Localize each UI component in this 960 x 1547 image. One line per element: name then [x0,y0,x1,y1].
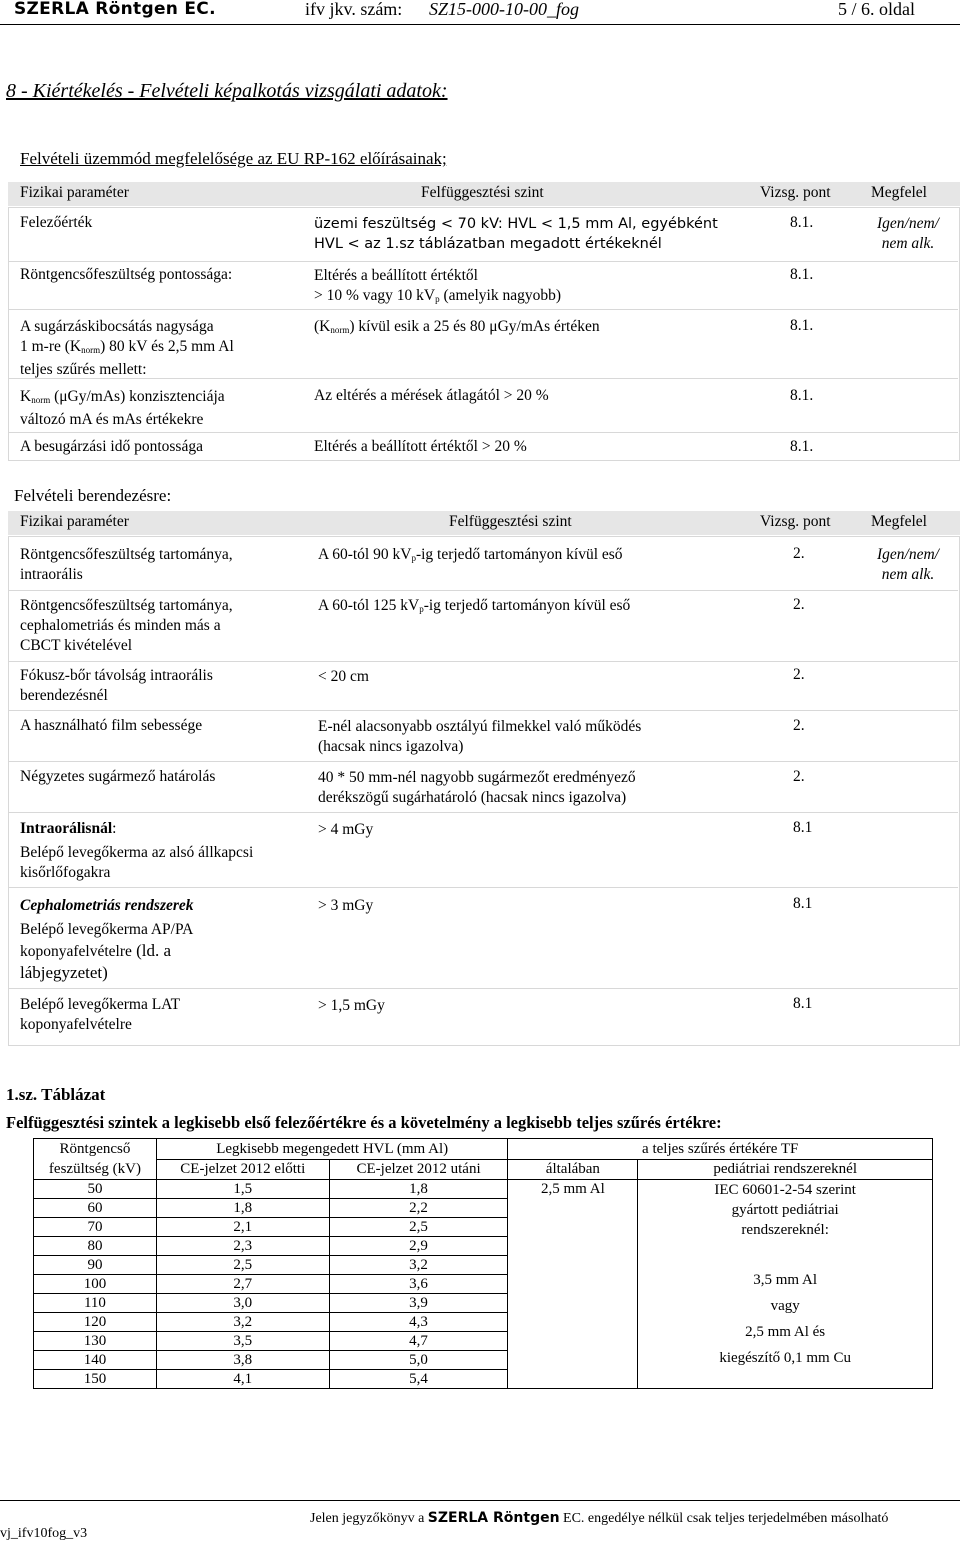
param-line [20,387,225,410]
table-body [34,1180,933,1389]
hvl-header: Legkisebb megengedett HVL (mm Al) [156,1139,508,1160]
table-row [34,1180,933,1199]
param-line: teljes szűrés mellett: [20,361,147,378]
header-threshold: Felfüggesztési szint [421,184,544,201]
header-ok: Megfelel [871,513,927,530]
param-cell: A besugárzási idő pontossága [20,438,203,455]
table-cell: 1,8 [156,1199,329,1218]
table-cell: 5,4 [329,1370,508,1389]
table-cell: 120 [34,1313,157,1332]
pediatric-line: vagy [770,1298,800,1314]
threshold-text: HVL < az 1. [314,236,400,252]
param-line: Belépő levegőkerma AP/PA [20,921,194,938]
threshold-cell [314,266,561,309]
table2-row-rule [8,761,958,762]
ok-cell [860,214,956,254]
table2-row-rule [8,812,958,813]
table-cell: 3,8 [156,1351,329,1370]
table-cell: 1,5 [156,1180,329,1199]
threshold-line: E-nél alacsonyabb osztályú filmekkel való működés [318,718,642,735]
pediatric-filter-value [638,1180,933,1389]
ok-line: nem alk. [881,235,935,252]
threshold-text: ) kívül esik a 25 és 80 μGy/mAs értéken [349,318,600,335]
param-cell [20,819,253,883]
table-cell: 2,5 [156,1256,329,1275]
subscript: p [411,553,416,563]
threshold-text: -ig terjedő tartományon kívül eső [415,546,623,563]
table2-row-rule [8,661,958,662]
threshold-cell [318,717,641,757]
table-cell: 2,7 [156,1275,329,1294]
param-cell [20,545,233,585]
threshold-cell: < 20 cm [318,668,369,685]
threshold-text: (amelyik nagyobb) [439,287,561,304]
param-line: koponyafelvételre [20,1016,132,1033]
threshold-line [314,286,561,309]
voltage-header [34,1139,157,1180]
page-number: 5 / 6. oldal [838,0,915,19]
subsection-title-1: Felvételi üzemmód megfelelősége az EU RP-162 előírásainak; [20,149,447,168]
param-text: 1 m-re (K [20,338,82,355]
section-title: 8 - Kiértékelés - Felvételi képalkotás vizsgálati adatok: [6,80,448,102]
table-cell: 50 [34,1180,157,1199]
threshold-text: (K [314,318,331,335]
table-cell: 2,2 [329,1199,508,1218]
param-cell [20,995,180,1035]
param-cell [20,895,194,983]
threshold-cell [318,768,636,808]
param-line: Fókusz-bőr távolság intraorális [20,667,213,684]
table1-row-rule [8,261,958,262]
point-cell: 2. [793,545,805,562]
table-cell: 2,9 [329,1237,508,1256]
point-cell: 8.1. [790,214,814,231]
header-line: Röntgencső [59,1141,131,1157]
doc-number: SZ15-000-10-00_fog [429,0,579,19]
table-title: Felfüggesztési szintek a legkisebb első felezőértékre és a követelmény a legkisebb teljes szűrés értékre: [6,1113,722,1132]
param-line: CBCT kivételével [20,637,133,654]
param-line: A sugárzáskibocsátás nagysága [20,318,214,335]
pediatric-header: pediátriai rendszereknél [638,1159,933,1180]
table-caption: 1.sz. Táblázat [6,1085,106,1104]
param-line: cephalometriás és minden más a [20,617,221,634]
param-line: Cephalometriás rendszerek [20,897,194,914]
table-cell: 4,3 [329,1313,508,1332]
point-cell: 2. [793,768,805,785]
param-line: lábjegyzetet) [20,963,108,982]
ok-line: nem alk. [881,566,935,583]
general-filter-value: 2,5 mm Al [508,1180,638,1389]
ok-line: Igen/nem/ [877,546,939,563]
footer-text: Jelen jegyzőkönyv a [310,1511,428,1526]
pediatric-line: 3,5 mm Al [753,1272,818,1288]
before-2012-header: CE-jelzet 2012 előtti [156,1159,329,1180]
table2-row-rule [8,710,958,711]
param-cell [20,596,233,656]
footer-version: vj_ifv10fog_v3 [0,1526,88,1541]
table-cell: 70 [34,1218,157,1237]
point-cell: 8.1. [790,387,814,404]
footer-note [310,1510,888,1527]
point-cell: 2. [793,596,805,613]
ok-cell [860,545,956,585]
table-cell: 3,2 [329,1256,508,1275]
table-cell: 3,6 [329,1275,508,1294]
point-cell: 8.1 [793,995,813,1012]
footer-rule [0,1500,960,1501]
header-point: Vizsg. pont [760,513,831,530]
subsection-title-2: Felvételi berendezésre: [14,486,172,505]
table-cell: 110 [34,1294,157,1313]
param-text: : [112,820,117,837]
param-cell: Felezőérték [20,214,93,231]
after-2012-header: CE-jelzet 2012 utáni [329,1159,508,1180]
param-line: kisőrlőfogakra [20,864,111,881]
point-cell: 8.1. [790,317,814,334]
threshold-text: > 10 % vagy 10 kV [314,287,436,304]
table2-row-rule [8,887,958,888]
point-cell: 8.1. [790,266,814,283]
header-rule [0,24,960,25]
param-line: berendezésnél [20,687,108,704]
table2-row-rule [8,988,958,989]
param-text: ) 80 kV és 2,5 mm Al [100,338,234,355]
param-line [20,337,234,360]
threshold-line: Eltérés a beállított értéktől [314,267,478,284]
param-cell: Röntgencsőfeszültség pontossága: [20,266,233,283]
hvl-reference-table [33,1138,933,1389]
param-line [20,819,253,839]
param-line: Röntgencsőfeszültség tartománya, [20,597,233,614]
header-param: Fizikai paraméter [20,184,129,201]
threshold-line: 40 * 50 mm-nél nagyobb sugármezőt eredményező [318,769,636,786]
ok-line: Igen/nem/ [877,215,939,232]
header-ok: Megfelel [871,184,927,201]
page-header [0,0,960,20]
param-cell [20,387,225,430]
table-cell: 3,5 [156,1332,329,1351]
point-cell: 8.1. [790,438,814,455]
threshold-text: sz táblázatban megadott értékeknél [399,236,662,252]
threshold-text: A 60-tól 125 kV [318,597,420,614]
pediatric-line: 2,5 mm Al és [745,1324,826,1340]
param-line: intraorális [20,566,83,583]
table-cell: 90 [34,1256,157,1275]
table-cell: 140 [34,1351,157,1370]
subscript: norm [31,395,51,405]
table-cell: 130 [34,1332,157,1351]
table-cell: 2,3 [156,1237,329,1256]
table-cell: 1,8 [329,1180,508,1199]
footer-text: EC. engedélye nélkül csak teljes terjedelmében másolható [559,1511,889,1526]
subscript: p [419,604,424,614]
footer-company: SZERLA Röntgen [427,1510,560,1526]
subscript: p [435,294,440,304]
table1-header [0,182,960,206]
threshold-cell [314,317,600,340]
param-line: Belépő levegőkerma LAT [20,996,181,1013]
threshold-cell: Eltérés a beállított értéktől > 20 % [314,438,527,455]
company-name: SZERLA Röntgen EC. [14,0,216,19]
table-cell: 2,5 [329,1218,508,1237]
pediatric-line: gyártott pediátriai [731,1202,839,1218]
table-cell: 3,0 [156,1294,329,1313]
filter-header: a teljes szűrés értékére TF [508,1139,933,1160]
table-cell: 150 [34,1370,157,1389]
table-cell: 3,9 [329,1294,508,1313]
header-line: feszültség (kV) [48,1161,141,1177]
table1-row-rule [8,309,958,310]
pediatric-line: kiegészítő 0,1 mm Cu [719,1350,851,1366]
subscript: norm [330,325,350,335]
param-line: Röntgencsőfeszültség tartománya, [20,546,233,563]
param-cell [20,317,234,380]
threshold-line: (hacsak nincs igazolva) [318,738,464,755]
table1-row-rule [8,432,958,433]
threshold-cell [314,214,718,254]
param-cell: Négyzetes sugármező határolás [20,768,216,785]
param-cell: A használható film sebessége [20,717,203,734]
point-cell: 2. [793,717,805,734]
table-cell: 4,1 [156,1370,329,1389]
param-line [20,940,194,962]
threshold-cell [318,596,630,619]
table2-row-rule [8,590,958,591]
param-text: (μGy/mAs) konzisztenciája [50,388,225,405]
doc-number-label: ifv jkv. szám: [305,0,403,19]
general-header: általában [508,1159,638,1180]
param-text: Intraorálisnál [20,820,113,837]
pediatric-line: IEC 60601-2-54 szerint [714,1182,856,1198]
table-cell: 2,1 [156,1218,329,1237]
subscript: norm [81,345,101,355]
threshold-text: -ig terjedő tartományon kívül eső [423,597,631,614]
table-cell: 60 [34,1199,157,1218]
header-threshold: Felfüggesztési szint [449,513,572,530]
point-cell: 2. [793,666,805,683]
header-point: Vizsg. pont [760,184,831,201]
table-cell: 3,2 [156,1313,329,1332]
threshold-line: üzemi feszültség < 70 kV: HVL < 1,5 mm Al, egyébként [314,216,718,232]
table-cell: 4,7 [329,1332,508,1351]
table-cell: 80 [34,1237,157,1256]
param-cell [20,666,213,706]
threshold-cell: > 4 mGy [318,821,374,838]
table-cell: 100 [34,1275,157,1294]
header-param: Fizikai paraméter [20,513,129,530]
threshold-line [314,234,718,254]
threshold-text: A 60-tól 90 kV [318,546,412,563]
param-text: koponyafelvételre [20,943,132,960]
point-cell: 8.1 [793,819,813,836]
param-line: Belépő levegőkerma az alsó állkapcsi [20,844,254,861]
point-cell: 8.1 [793,895,813,912]
pediatric-line: rendszereknél: [741,1222,829,1238]
threshold-cell: Az eltérés a mérések átlagától > 20 % [314,387,549,404]
threshold-cell: > 3 mGy [318,897,374,914]
param-text: (ld. a [131,941,172,960]
threshold-line: derékszögű sugárhatároló (hacsak nincs igazolva) [318,789,627,806]
table-cell: 5,0 [329,1351,508,1370]
threshold-cell [318,545,623,568]
param-text: K [20,388,32,405]
param-line: változó mA és mAs értékekre [20,411,204,428]
threshold-cell: > 1,5 mGy [318,997,385,1014]
table2-header [0,511,960,535]
